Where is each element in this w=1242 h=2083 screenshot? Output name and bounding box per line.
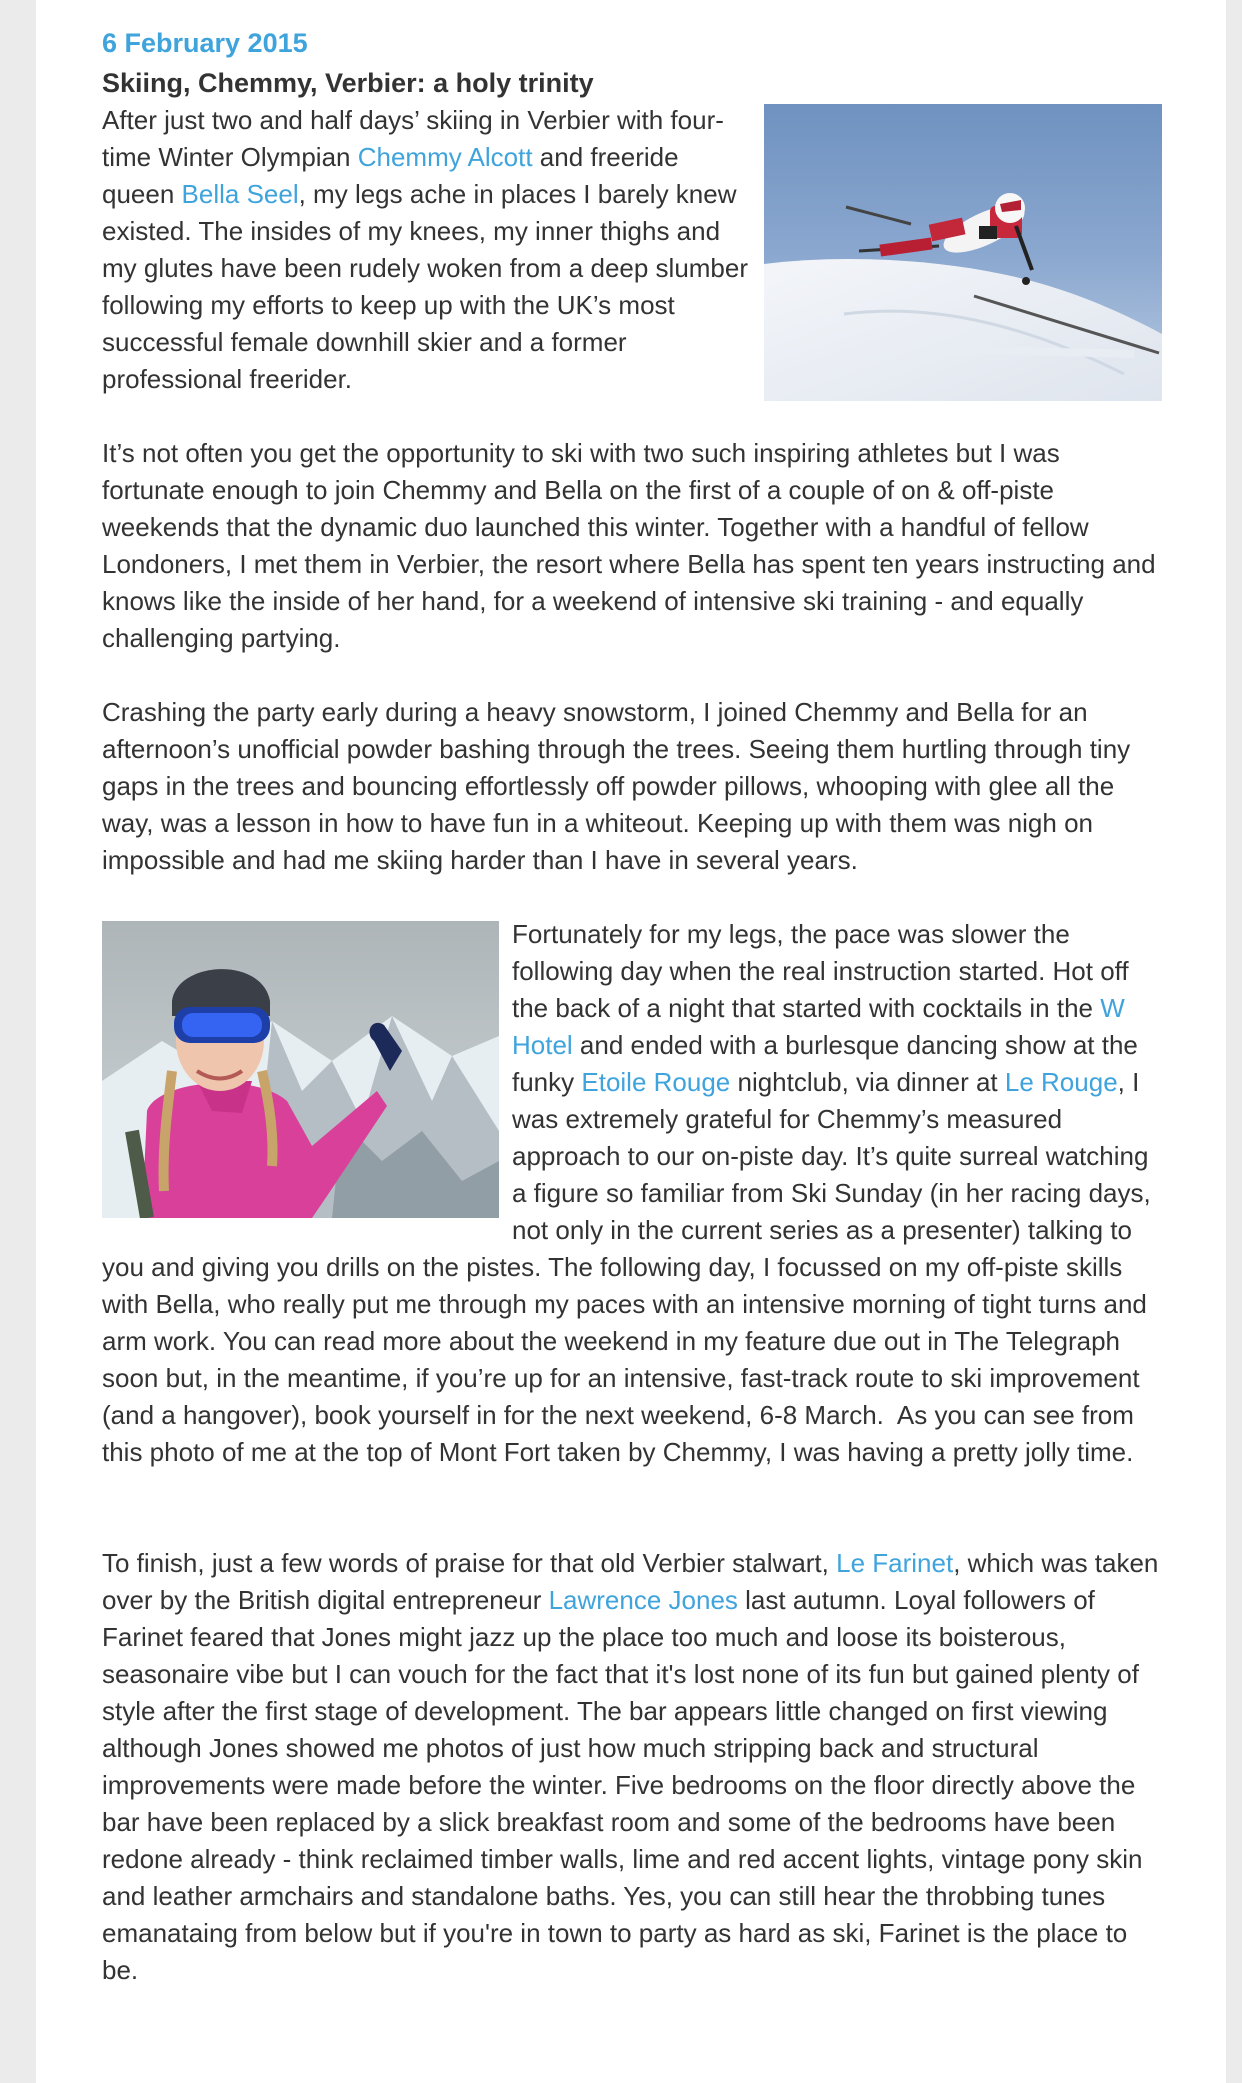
link-le-farinet[interactable]: Le Farinet bbox=[836, 1548, 954, 1578]
downhill-skier-photo bbox=[764, 104, 1162, 401]
intro-text-1: After just two and half days’ skiing in Verbier with four-time Winter Olympian bbox=[102, 105, 724, 172]
spacer bbox=[102, 879, 1162, 916]
instruction-text-1: Fortunately for my legs, the pace was slower the following day when the real instruction started. Hot off the back of a night that started with cocktails in the bbox=[512, 919, 1129, 1023]
farinet-text-2: , which was taken over by the British digital entrepreneur bbox=[102, 1548, 1159, 1615]
intro-text-2: and freeride queen bbox=[102, 142, 679, 209]
instruction-text-2: and ended with a burlesque dancing show at the funky bbox=[512, 1030, 1138, 1097]
link-w-hotel[interactable]: W Hotel bbox=[512, 993, 1125, 1060]
spacer bbox=[102, 398, 1162, 435]
paragraph-athletes: It’s not often you get the opportunity to ski with two such inspiring athletes but I was fortunate enough to join Chemmy and Bella on the first of a couple of on & off-piste weekends that the dynamic duo launched this winter. Together with a handful of fellow Londoners, I met them in Verbier, the resort where Bella has spent ten years instructing and knows like the inside of her hand, for a weekend of intensive ski training - and equally challenging partying. bbox=[102, 438, 1156, 653]
post-date: 6 February 2015 bbox=[102, 28, 308, 58]
farinet-text-1: To finish, just a few words of praise for that old Verbier stalwart, bbox=[102, 1548, 837, 1578]
link-le-rouge[interactable]: Le Rouge bbox=[1004, 1067, 1118, 1097]
post-title: Skiing, Chemmy, Verbier: a holy trinity bbox=[102, 68, 594, 98]
page-background bbox=[36, 0, 1226, 2083]
link-etoile-rouge[interactable]: Etoile Rouge bbox=[581, 1067, 731, 1097]
spacer bbox=[102, 1471, 1162, 1545]
instruction-text-4: , I was extremely grateful for Chemmy’s measured approach to our on-piste day. It’s quite surreal watching a figure so familiar from Ski Sunday (in her racing days, not only in the current series as a presenter) talking to you and giving you drills on the pistes. The following day, I focussed on my off-piste skills with Bella, who really put me through my paces with an intensive morning of tight turns and arm work. You can read more about the weekend in my feature due out in The Telegraph soon but, in the meantime, if you’re up for an intensive, fast-track route to ski improvement (and a hangover), book yourself in for the next weekend, 6-8 March. As you can see from this photo of me at the top of Mont Fort taken by Chemmy, I was having a pretty jolly time. bbox=[102, 1067, 1151, 1467]
farinet-text-3: last autumn. Loyal followers of Farinet feared that Jones might jazz up the place too much and loose its boisterous, seasonaire vibe but I can vouch for the fact that it's lost none of its fun but gained plenty of style after the first stage of development. The bar appears little changed on first viewing although Jones showed me photos of just how much stripping back and structural improvements were made before the winter. Five bedrooms on the floor directly above the bar have been replaced by a slick breakfast room and some of the bedrooms have been redone already - think reclaimed timber walls, lime and red accent lights, vintage pony skin and leather armchairs and standalone baths. Yes, you can still hear the throbbing tunes emanataing from below but if you're in town to party as hard as ski, Farinet is the place to be. bbox=[102, 1585, 1143, 1985]
intro-text-3: , my legs ache in places I barely knew existed. The insides of my knees, my inner thighs and my glutes have been rudely woken from a deep slumber following my efforts to keep up with the UK’s most successful female downhill skier and a former professional freerider. bbox=[102, 179, 749, 394]
link-bella-seel[interactable]: Bella Seel bbox=[181, 179, 299, 209]
skier-portrait-photo bbox=[102, 921, 499, 1218]
instruction-text-3: nightclub, via dinner at bbox=[730, 1067, 1005, 1097]
paragraph-powder: Crashing the party early during a heavy snowstorm, I joined Chemmy and Bella for an afternoon’s unofficial powder bashing through the trees. Seeing them hurtling through tiny gaps in the trees and bouncing effortlessly off powder pillows, whooping with glee all the way, was a lesson in how to have fun in a whiteout. Keeping up with them was nigh on impossible and had me skiing harder than I have in several years. bbox=[102, 697, 1131, 875]
blog-post bbox=[102, 0, 1162, 1989]
paragraph-farinet bbox=[102, 1545, 1162, 1989]
link-chemmy-alcott[interactable]: Chemmy Alcott bbox=[357, 142, 533, 172]
link-lawrence-jones[interactable]: Lawrence Jones bbox=[548, 1585, 738, 1615]
spacer bbox=[102, 657, 1162, 694]
